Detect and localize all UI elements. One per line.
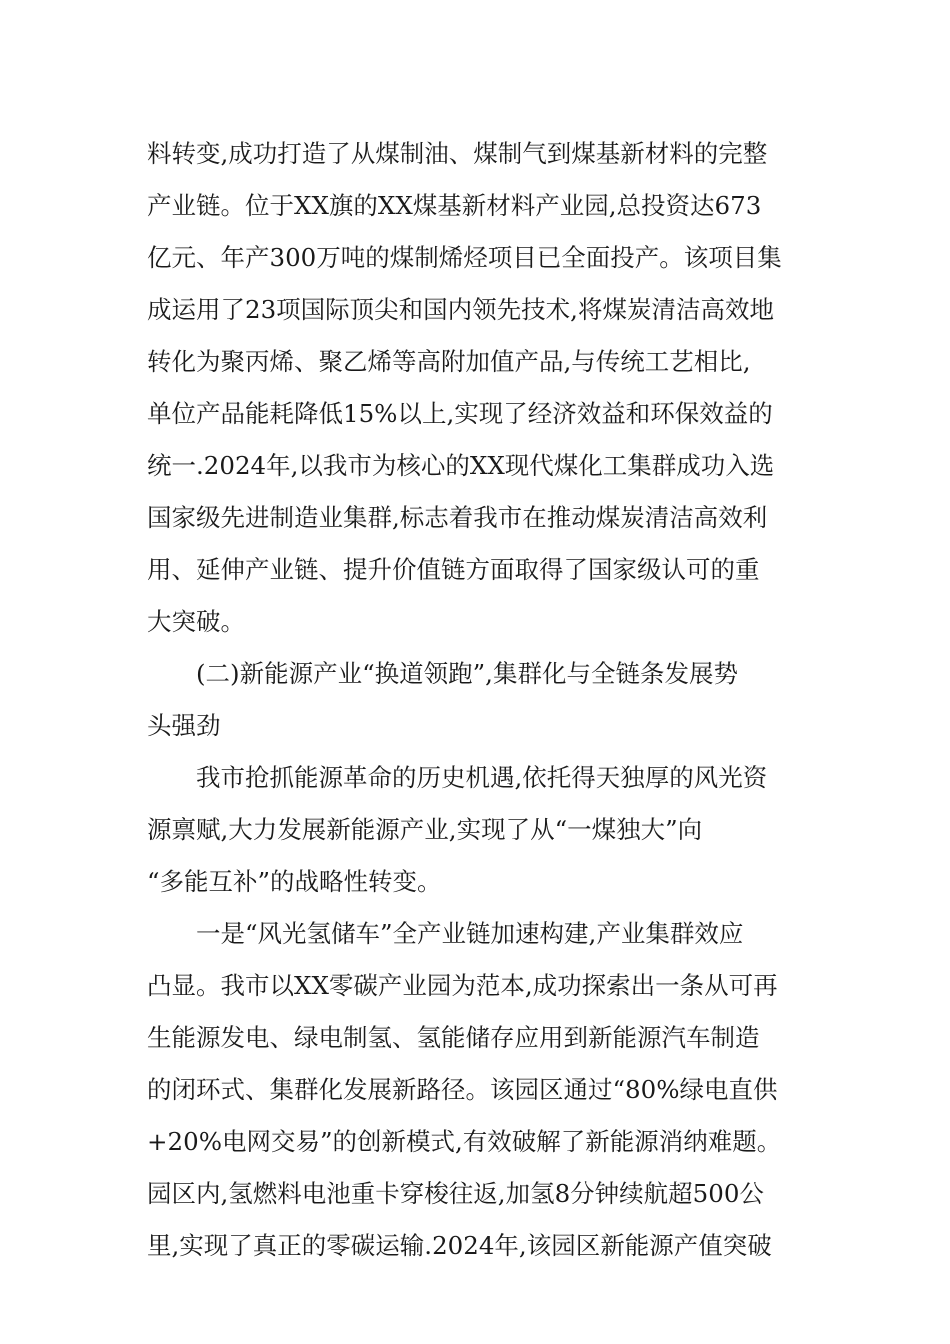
body-text: [147, 128, 807, 1272]
text-line: 料转变,成功打造了从煤制油、煤制气到煤基新材料的完整: [147, 139, 768, 168]
text-line: 一是“风光氢储车”全产业链加速构建,产业集群效应: [147, 919, 744, 948]
text-line: 统一.2024年,以我市为核心的XX现代煤化工集群成功入选: [147, 451, 775, 480]
text-line: 产业链。位于XX旗的XX煤基新材料产业园,总投资达673: [147, 191, 762, 220]
text-line: 里,实现了真正的零碳运输.2024年,该园区新能源产值突破: [147, 1231, 772, 1260]
text-line: “多能互补”的战略性转变。: [147, 867, 442, 896]
text-line: 我市抢抓能源革命的历史机遇,依托得天独厚的风光资: [147, 763, 768, 792]
text-line: 园区内,氢燃料电池重卡穿梭往返,加氢8分钟续航超500公: [147, 1179, 764, 1208]
text-line: 单位产品能耗降低15%以上,实现了经济效益和环保效益的: [147, 399, 773, 428]
text-line: 亿元、年产300万吨的煤制烯烃项目已全面投产。该项目集: [147, 243, 782, 272]
text-line: 的闭环式、集群化发展新路径。该园区通过“80%绿电直供: [147, 1075, 778, 1104]
text-line: 大突破。: [147, 607, 245, 636]
section-heading-line: 头强劲: [147, 711, 221, 740]
text-line: 生能源发电、绿电制氢、氢能储存应用到新能源汽车制造: [147, 1023, 760, 1052]
text-line: 转化为聚丙烯、聚乙烯等高附加值产品,与传统工艺相比,: [147, 347, 751, 376]
text-line: +20%电网交易”的创新模式,有效破解了新能源消纳难题。: [147, 1127, 782, 1156]
text-line: 凸显。我市以XX零碳产业园为范本,成功探索出一条从可再: [147, 971, 778, 1000]
text-line: 用、延伸产业链、提升价值链方面取得了国家级认可的重: [147, 555, 760, 584]
text-line: 成运用了23项国际顶尖和国内领先技术,将煤炭清洁高效地: [147, 295, 774, 324]
text-line: 国家级先进制造业集群,标志着我市在推动煤炭清洁高效利: [147, 503, 768, 532]
text-line: 源禀赋,大力发展新能源产业,实现了从“一煤独大”向: [147, 815, 703, 844]
section-heading-line: (二)新能源产业“换道领跑”,集群化与全链条发展势: [147, 659, 738, 688]
